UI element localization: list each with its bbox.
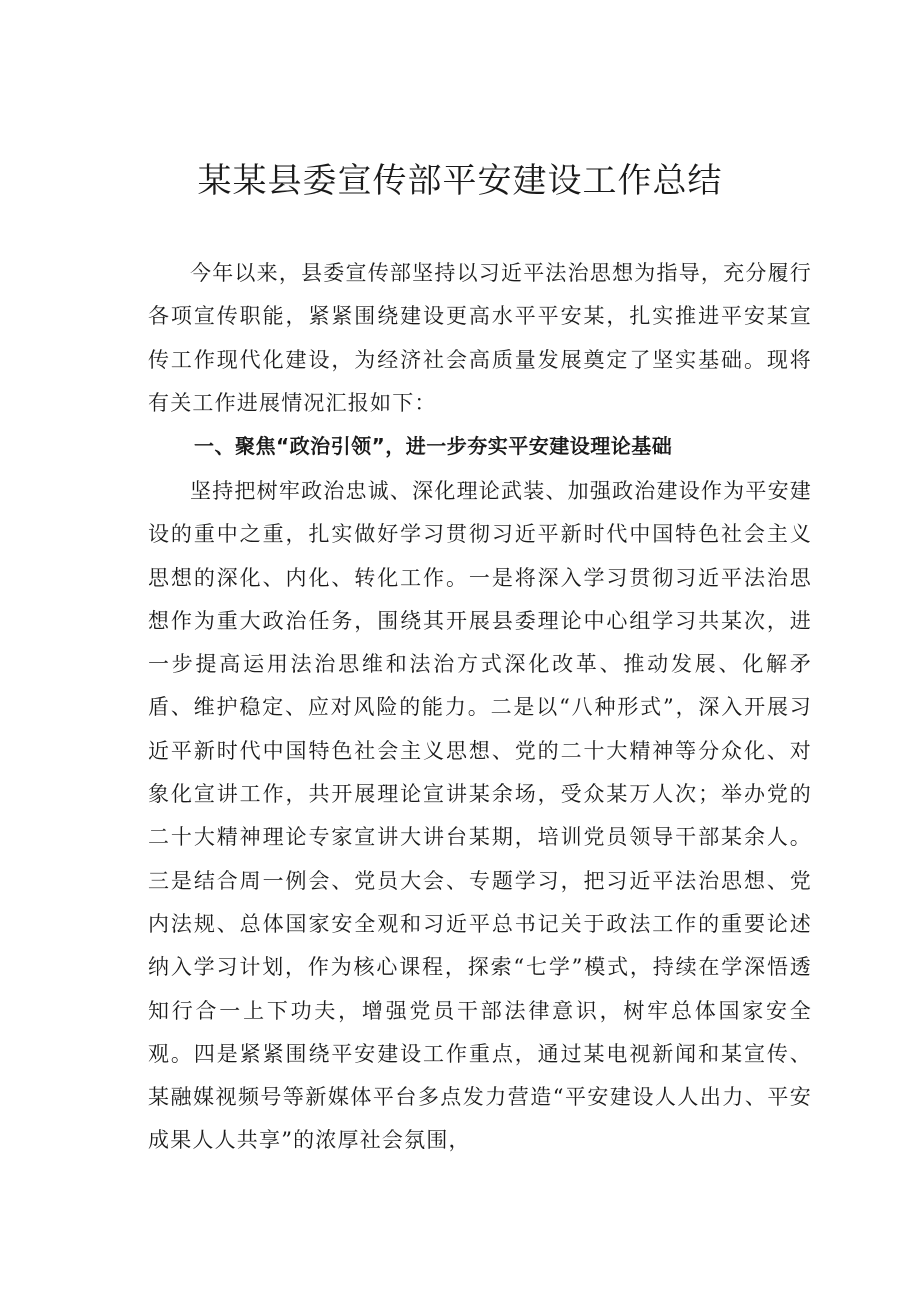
section-paragraph: 坚持把树牢政治忠诚、深化理论武装、加强政治建设作为平安建设的重中之重，扎实做好学习贯彻习近平新时代中国特色社会主义思想的深化、内化、转化工作。一是将深入学习贯彻习近平法治思想作为重大政治任务，围绕其开展县委理论中心组学习共某次，进一步提高运用法治思维和法治方式深化改革、推动发展、化解矛盾、维护稳定、应对风险的能力。二是以“八种形式”，深入开展习近平新时代中国特色社会主义思想、党的二十大精神等分众化、对象化宣讲工作，共开展理论宣讲某余场，受众某万人次；举办党的二十大精神理论专家宣讲大讲台某期，培训党员领导干部某余人。三是结合周一例会、党员大会、专题学习，把习近平法治思想、党内法规、总体国家安全观和习近平总书记关于政法工作的重要论述纳入学习计划，作为核心课程，探索“七学”模式，持续在学深悟透知行合一上下功夫，增强党员干部法律意识，树牢总体国家安全观。四是紧紧围绕平安建设工作重点，通过某电视新闻和某宣传、某融媒视频号等新媒体平台多点发力营造“平安建设人人出力、平安成果人人共享”的浓厚社会氛围，: [148, 479, 812, 1153]
section-heading: 一、聚焦“政治引领”，进一步夯实平安建设理论基础: [194, 434, 673, 458]
document-title: 某某县委宣传部平安建设工作总结: [197, 161, 723, 201]
intro-paragraph: 今年以来，县委宣传部坚持以习近平法治思想为指导，充分履行各项宣传职能，紧紧围绕建设更高水平平安某，扎实推进平安某宣传工作现代化建设，为经济社会高质量发展奠定了坚实基础。现将有关工作进展情况汇报如下：: [148, 261, 812, 415]
intro-block: [148, 252, 812, 425]
section-1: [148, 424, 812, 1163]
